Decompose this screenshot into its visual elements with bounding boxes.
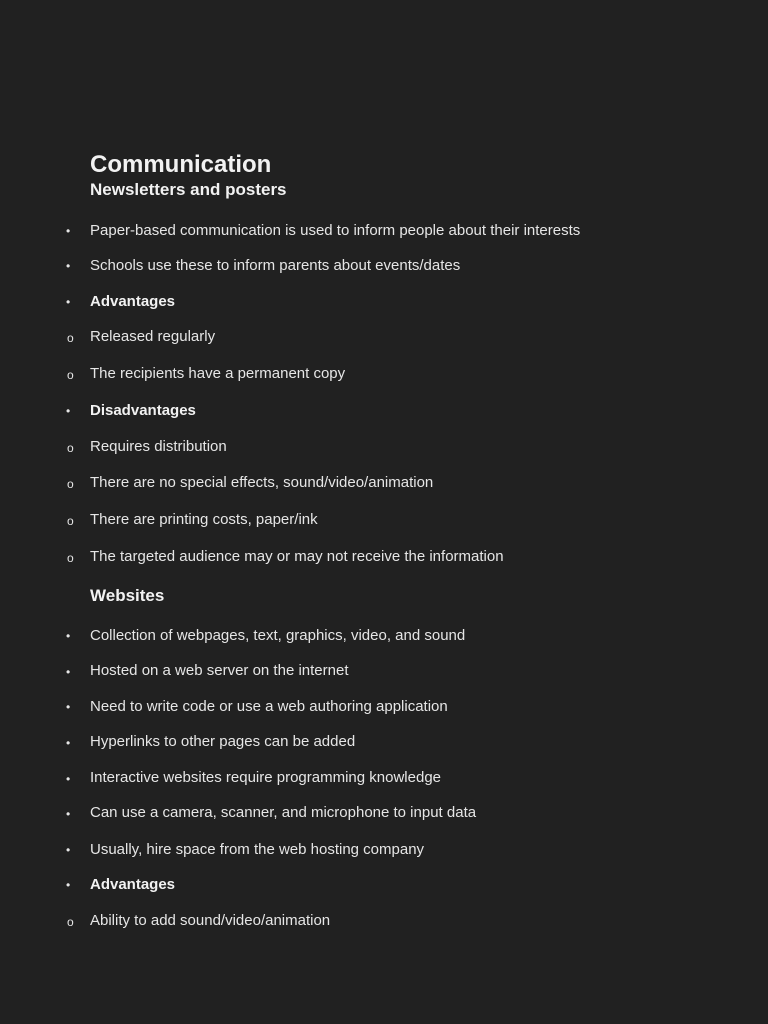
list-item: There are printing costs, paper/ink [90, 511, 318, 528]
list-item: Hosted on a web server on the internet [90, 662, 349, 679]
list-item-advantages: Advantages [90, 293, 176, 310]
sub-bullet-marker: o [67, 551, 74, 565]
list-item: There are no special effects, sound/video/animation [90, 474, 434, 491]
list-item: Usually, hire space from the web hosting company [90, 841, 425, 858]
list-item: Ability to add sound/video/animation [90, 912, 331, 929]
section-heading-websites: Websites [90, 586, 165, 605]
list-item: Released regularly [90, 328, 216, 345]
list-item: The recipients have a permanent copy [90, 365, 346, 382]
list-item-disadvantages: Disadvantages [90, 402, 196, 419]
bullet-marker: • [66, 700, 71, 714]
bullet-marker: • [66, 736, 71, 750]
bullet-marker: • [66, 807, 71, 821]
sub-bullet-marker: o [67, 368, 74, 382]
bullet-marker: • [66, 404, 71, 418]
section-heading-newsletters: Newsletters and posters [90, 180, 287, 199]
list-item: Requires distribution [90, 438, 227, 455]
list-item: Need to write code or use a web authoring application [90, 698, 448, 715]
bullet-marker: • [66, 665, 71, 679]
sub-bullet-marker: o [67, 441, 74, 455]
list-item: Schools use these to inform parents about events/dates [90, 257, 461, 274]
bullet-marker: • [66, 259, 71, 273]
bullet-marker: • [66, 843, 71, 857]
sub-bullet-marker: o [67, 915, 74, 929]
bullet-marker: • [66, 224, 71, 238]
page-title: Communication [90, 151, 272, 178]
list-item: The targeted audience may or may not receive the information [90, 548, 504, 565]
list-item: Hyperlinks to other pages can be added [90, 733, 356, 750]
list-item: Interactive websites require programming knowledge [90, 769, 442, 786]
bullet-marker: • [66, 772, 71, 786]
list-item: Can use a camera, scanner, and microphone to input data [90, 804, 477, 821]
sub-bullet-marker: o [67, 477, 74, 491]
list-item: Collection of webpages, text, graphics, video, and sound [90, 627, 466, 644]
bullet-marker: • [66, 295, 71, 309]
sub-bullet-marker: o [67, 514, 74, 528]
bullet-marker: • [66, 878, 71, 892]
list-item-advantages: Advantages [90, 876, 176, 893]
bullet-marker: • [66, 629, 71, 643]
list-item: Paper-based communication is used to inform people about their interests [90, 222, 581, 239]
sub-bullet-marker: o [67, 331, 74, 345]
